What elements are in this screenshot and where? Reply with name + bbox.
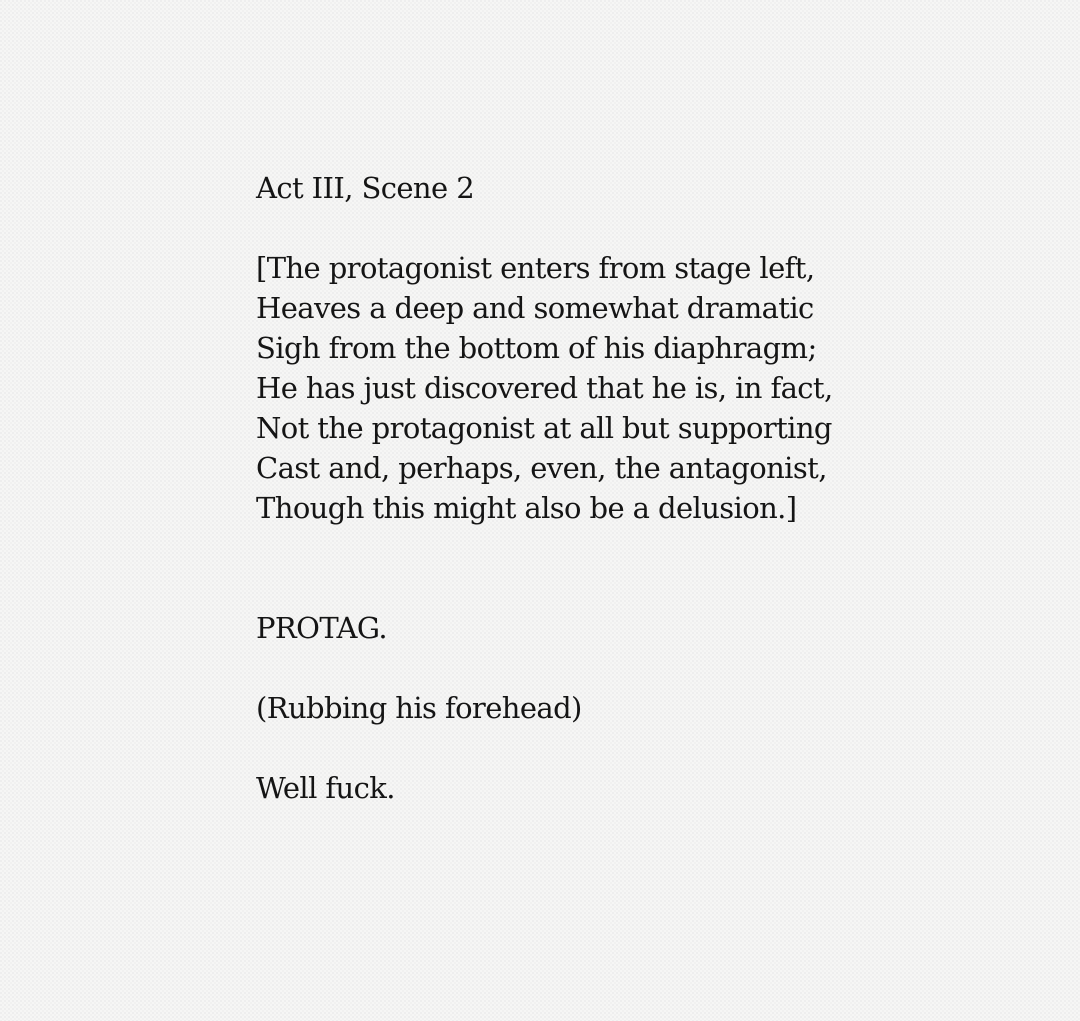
stage-direction-line: Sigh from the bottom of his diaphragm; <box>256 331 817 365</box>
script-text <box>256 168 896 808</box>
parenthetical: (Rubbing his forehead) <box>256 691 582 725</box>
stage-direction-line: [The protagonist enters from stage left, <box>256 251 815 285</box>
stage-direction-line: Though this might also be a delusion.] <box>256 491 797 525</box>
stage-direction-line: Not the protagonist at all but supporting <box>256 411 832 445</box>
dialogue-line: Well fuck. <box>256 771 395 805</box>
stage-direction <box>256 248 896 528</box>
scene-heading: Act III, Scene 2 <box>256 171 475 205</box>
speaker-name: PROTAG. <box>256 611 387 645</box>
stage-direction-line: Cast and, perhaps, even, the antagonist, <box>256 451 827 485</box>
stage-direction-line: He has just discovered that he is, in fact, <box>256 371 833 405</box>
stage-direction-line: Heaves a deep and somewhat dramatic <box>256 291 814 325</box>
